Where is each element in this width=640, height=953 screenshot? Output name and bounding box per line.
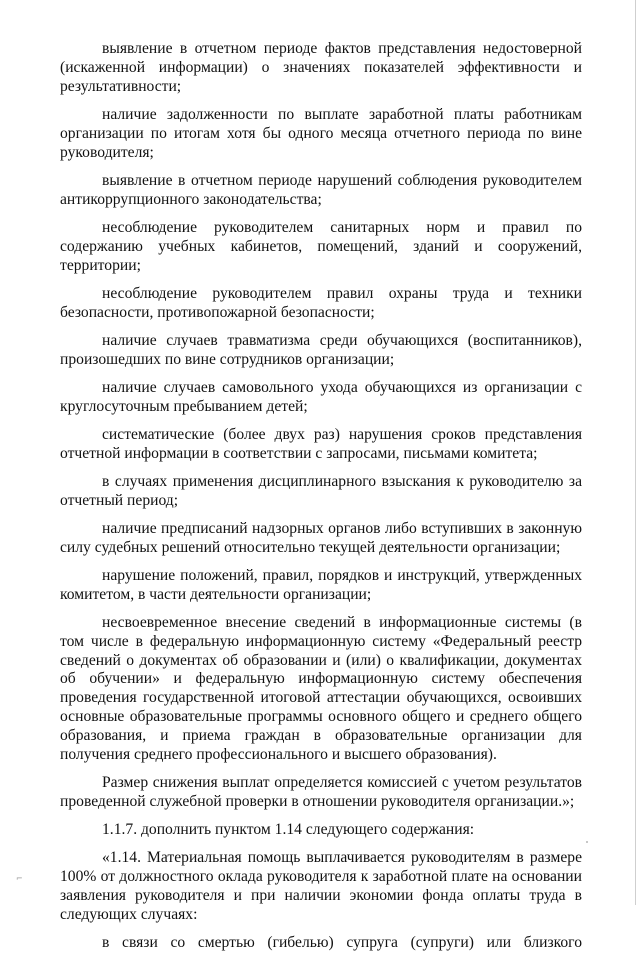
paragraph-reduction-amount: Размер снижения выплат определяется комиссией с учетом результатов проведенной служебной проверки в отношении руководителя организации.»; — [60, 774, 582, 811]
paragraph-sanitary-norms: несоблюдение руководителем санитарных норм и правил по содержанию учебных кабинетов, помещений, зданий и сооружений, территории; — [60, 218, 582, 274]
document-body — [60, 40, 582, 953]
paragraph-reporting-deadlines: систематические (более двух раз) нарушения сроков представления отчетной информации в соответствии с запросами, письмами комитета; — [60, 425, 582, 462]
paragraph-disciplinary-action: в случаях применения дисциплинарного взыскания к руководителю за отчетный период; — [60, 472, 582, 509]
paragraph-anticorruption-violations: выявление в отчетном периоде нарушений соблюдения руководителем антикоррупционного законодательства; — [60, 171, 582, 208]
paragraph-labor-safety: несоблюдение руководителем правил охраны труда и техники безопасности, противопожарной безопасности; — [60, 284, 582, 321]
paragraph-salary-debt: наличие задолженности по выплате заработной платы работникам организации по итогам хотя бы одного месяца отчетного периода по вине руководителя; — [60, 105, 582, 161]
paragraph-death-of-spouse: в связи со смертью (гибелью) супруга (супруги) или близкого — [102, 934, 582, 952]
paragraph-unauthorized-leave: наличие случаев самовольного ухода обучающихся из организации с круглосуточным пребыванием детей; — [60, 378, 582, 415]
scan-edge-line — [635, 0, 636, 905]
paragraph-amendment-1-1-7: 1.1.7. дополнить пунктом 1.14 следующего содержания: — [102, 821, 475, 839]
scan-dust-mark — [586, 841, 588, 843]
scan-corner-mark: ⌐ — [16, 874, 23, 883]
paragraph-material-assistance: «1.14. Материальная помощь выплачивается руководителям в размере 100% от должностного оклада руководителя к заработной плате на основании заявления руководителя и при наличии экономии фонда оплаты труда в следующих случаях: — [60, 849, 582, 923]
paragraph-injury-cases: наличие случаев травматизма среди обучающихся (воспитанников), произошедших по вине сотрудников организации; — [60, 331, 582, 368]
paragraph-supervisory-orders: наличие предписаний надзорных органов либо вступивших в законную силу судебных решений относительно текущей деятельности организации; — [60, 519, 582, 556]
paragraph-rules-violation: нарушение положений, правил, порядков и инструкций, утвержденных комитетом, в части деятельности организации; — [60, 566, 582, 603]
paragraph-information-systems: несвоевременное внесение сведений в информационные системы (в том числе в федеральную информационную систему «Федеральный реестр сведений о документах об образовании и (или) о квалификации, документах об обучении» и федеральную информационную систему обеспечения проведения государственной итоговой аттестации обучающихся, освоивших основные образовательные программы основного общего и среднего общего образования, и приема граждан в образовательные организации для получения среднего профессионального и высшего образования). — [60, 613, 582, 764]
paragraph-falsified-information: выявление в отчетном периоде фактов представления недостоверной (искаженной информации) о значениях показателей эффективности и результативности; — [60, 40, 582, 95]
